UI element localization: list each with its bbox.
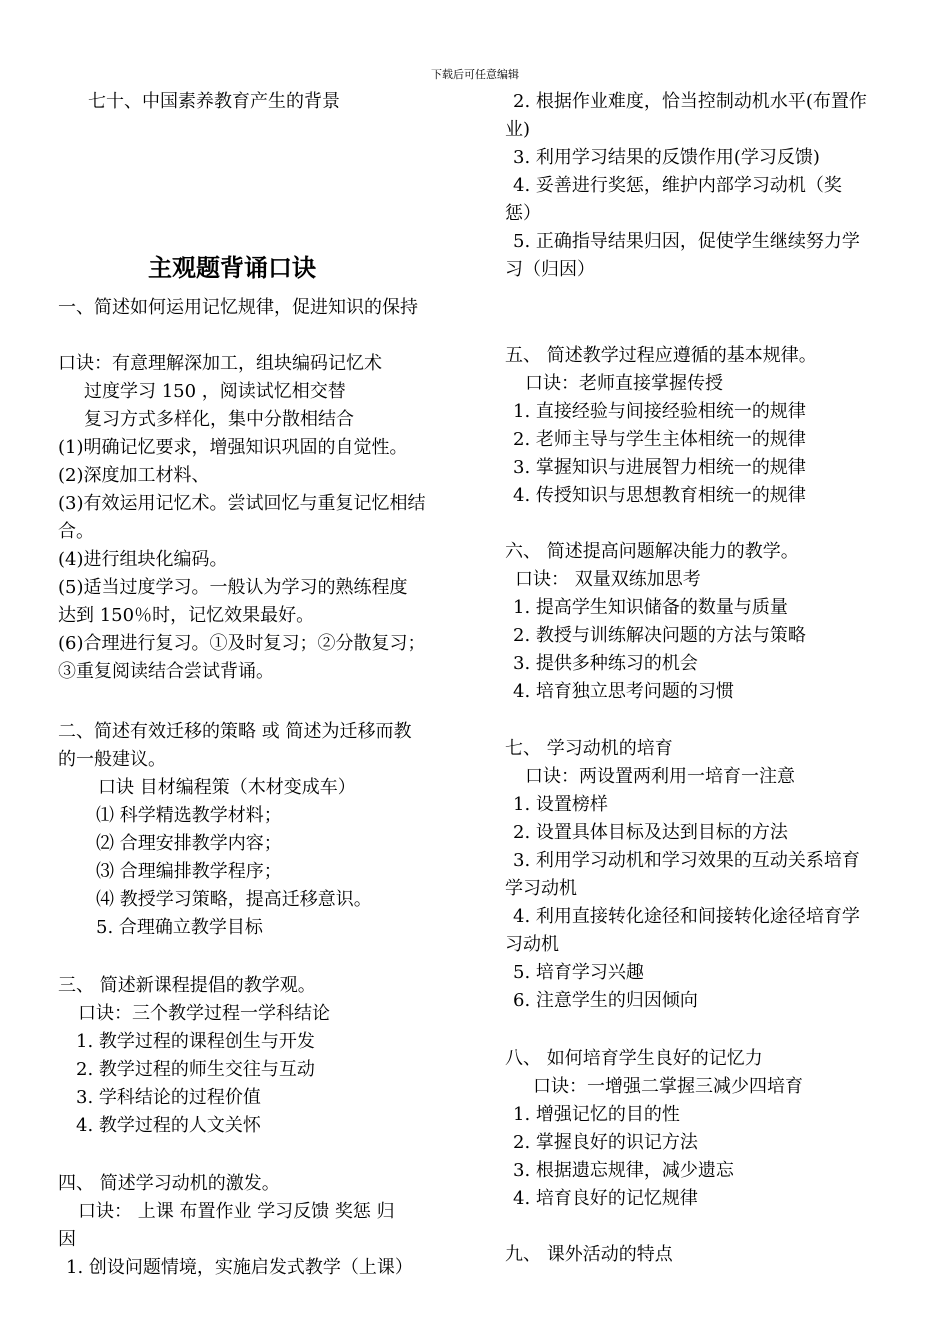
text-line: 1. 教学过程的课程创生与开发 xyxy=(76,1031,315,1052)
text-line: 的一般建议。 xyxy=(58,749,166,770)
text-line: 1. 提高学生知识储备的数量与质量 xyxy=(513,597,788,618)
text-line: 业) xyxy=(505,119,531,140)
text-line: 口诀：有意理解深加工，组块编码记忆术 xyxy=(58,353,382,374)
text-line: 八、 如何培育学生良好的记忆力 xyxy=(505,1048,763,1069)
text-line: 合。 xyxy=(58,521,94,542)
text-line: 5. 培育学习兴趣 xyxy=(513,962,644,983)
text-line: 口诀： 双量双练加思考 xyxy=(515,569,701,590)
text-line: 因 xyxy=(58,1229,76,1250)
text-line: 学习动机 xyxy=(505,878,577,899)
text-line: 2. 掌握良好的识记方法 xyxy=(513,1132,698,1153)
page-header: 下载后可任意编辑 xyxy=(431,68,519,81)
text-line: 口诀： 上课 布置作业 学习反馈 奖惩 归 xyxy=(78,1201,395,1222)
text-line: 五、 简述教学过程应遵循的基本规律。 xyxy=(505,345,817,366)
text-line: 习（归因） xyxy=(505,259,595,280)
text-line: (5)适当过度学习。一般认为学习的熟练程度 xyxy=(58,577,408,598)
text-line: 4. 传授知识与思想教育相统一的规律 xyxy=(513,485,806,506)
text-line: ⑶ 合理编排教学程序； xyxy=(96,861,282,882)
text-line: ③重复阅读结合尝试背诵。 xyxy=(58,661,274,682)
text-line: 2. 教学过程的师生交往与互动 xyxy=(76,1059,315,1080)
text-line: 四、 简述学习动机的激发。 xyxy=(58,1173,280,1194)
text-line: 过度学习 150 ，阅读试忆相交替 xyxy=(84,381,346,402)
text-line: 达到 150％时，记忆效果最好。 xyxy=(58,605,315,626)
text-line: 5. 合理确立教学目标 xyxy=(96,917,263,938)
text-line: 2. 根据作业难度，恰当控制动机水平(布置作 xyxy=(513,91,867,112)
text-line: 5. 正确指导结果归因，促使学生继续努力学 xyxy=(513,231,860,252)
text-line: 3. 提供多种练习的机会 xyxy=(513,653,698,674)
text-line: 4. 教学过程的人文关怀 xyxy=(76,1115,261,1136)
text-line: 口诀：三个教学过程一学科结论 xyxy=(78,1003,330,1024)
text-line: 2. 设置具体目标及达到目标的方法 xyxy=(513,822,788,843)
text-line: 口诀：两设置两利用一培育一注意 xyxy=(525,766,795,787)
text-line: 2. 老师主导与学生主体相统一的规律 xyxy=(513,429,806,450)
text-line: 4. 培育良好的记忆规律 xyxy=(513,1188,698,1209)
text-line: ⑷ 教授学习策略，提高迁移意识。 xyxy=(96,889,372,910)
text-line: 6. 注意学生的归因倾向 xyxy=(513,990,698,1011)
text-line: 复习方式多样化，集中分散相结合 xyxy=(84,409,354,430)
text-line: 口诀 目材编程策（木材变成车） xyxy=(98,777,356,798)
text-line: 二、简述有效迁移的策略 或 简述为迁移而教 xyxy=(58,721,412,742)
text-line: 4. 培育独立思考问题的习惯 xyxy=(513,681,734,702)
text-line: ⑴ 科学精选教学材料； xyxy=(96,805,282,826)
text-line: 3. 学科结论的过程价值 xyxy=(76,1087,261,1108)
text-line: 3. 利用学习结果的反馈作用(学习反馈) xyxy=(513,147,820,168)
text-line: (6)合理进行复习。①及时复习；②分散复习； xyxy=(58,633,426,654)
text-line: 1. 增强记忆的目的性 xyxy=(513,1104,680,1125)
text-line: (3)有效运用记忆术。尝试回忆与重复记忆相结 xyxy=(58,493,426,514)
text-line: 惩） xyxy=(505,203,541,224)
text-line: (1)明确记忆要求，增强知识巩固的自觉性。 xyxy=(58,437,408,458)
text-line: 1. 直接经验与间接经验相统一的规律 xyxy=(513,401,806,422)
text-line: 3. 利用学习动机和学习效果的互动关系培育 xyxy=(513,850,860,871)
text-line: 一、简述如何运用记忆规律，促进知识的保持 xyxy=(58,297,418,318)
text-line: 口诀：老师直接掌握传授 xyxy=(525,373,723,394)
text-line: ⑵ 合理安排教学内容； xyxy=(96,833,282,854)
text-line: 3. 根据遗忘规律，减少遗忘 xyxy=(513,1160,734,1181)
text-line: 九、 课外活动的特点 xyxy=(505,1244,673,1265)
text-line: 4. 利用直接转化途径和间接转化途径培育学 xyxy=(513,906,860,927)
text-line: (2)深度加工材料、 xyxy=(58,465,210,486)
document-title: 主观题背诵口诀 xyxy=(148,253,316,282)
text-line: 1. 创设问题情境，实施启发式教学（上课） xyxy=(66,1257,413,1278)
text-line: 4. 妥善进行奖惩，维护内部学习动机（奖 xyxy=(513,175,842,196)
text-line: (4)进行组块化编码。 xyxy=(58,549,228,570)
text-line: 1. 设置榜样 xyxy=(513,794,608,815)
text-line: 习动机 xyxy=(505,934,559,955)
text-line: 七、 学习动机的培育 xyxy=(505,738,673,759)
text-line: 口诀：一增强二掌握三减少四培育 xyxy=(533,1076,803,1097)
text-line: 2. 教授与训练解决问题的方法与策略 xyxy=(513,625,806,646)
text-line: 六、 简述提高问题解决能力的教学。 xyxy=(505,541,799,562)
text-line: 3. 掌握知识与进展智力相统一的规律 xyxy=(513,457,806,478)
text-line: 七十、中国素养教育产生的背景 xyxy=(88,91,340,112)
text-line: 三、 简述新课程提倡的教学观。 xyxy=(58,975,316,996)
